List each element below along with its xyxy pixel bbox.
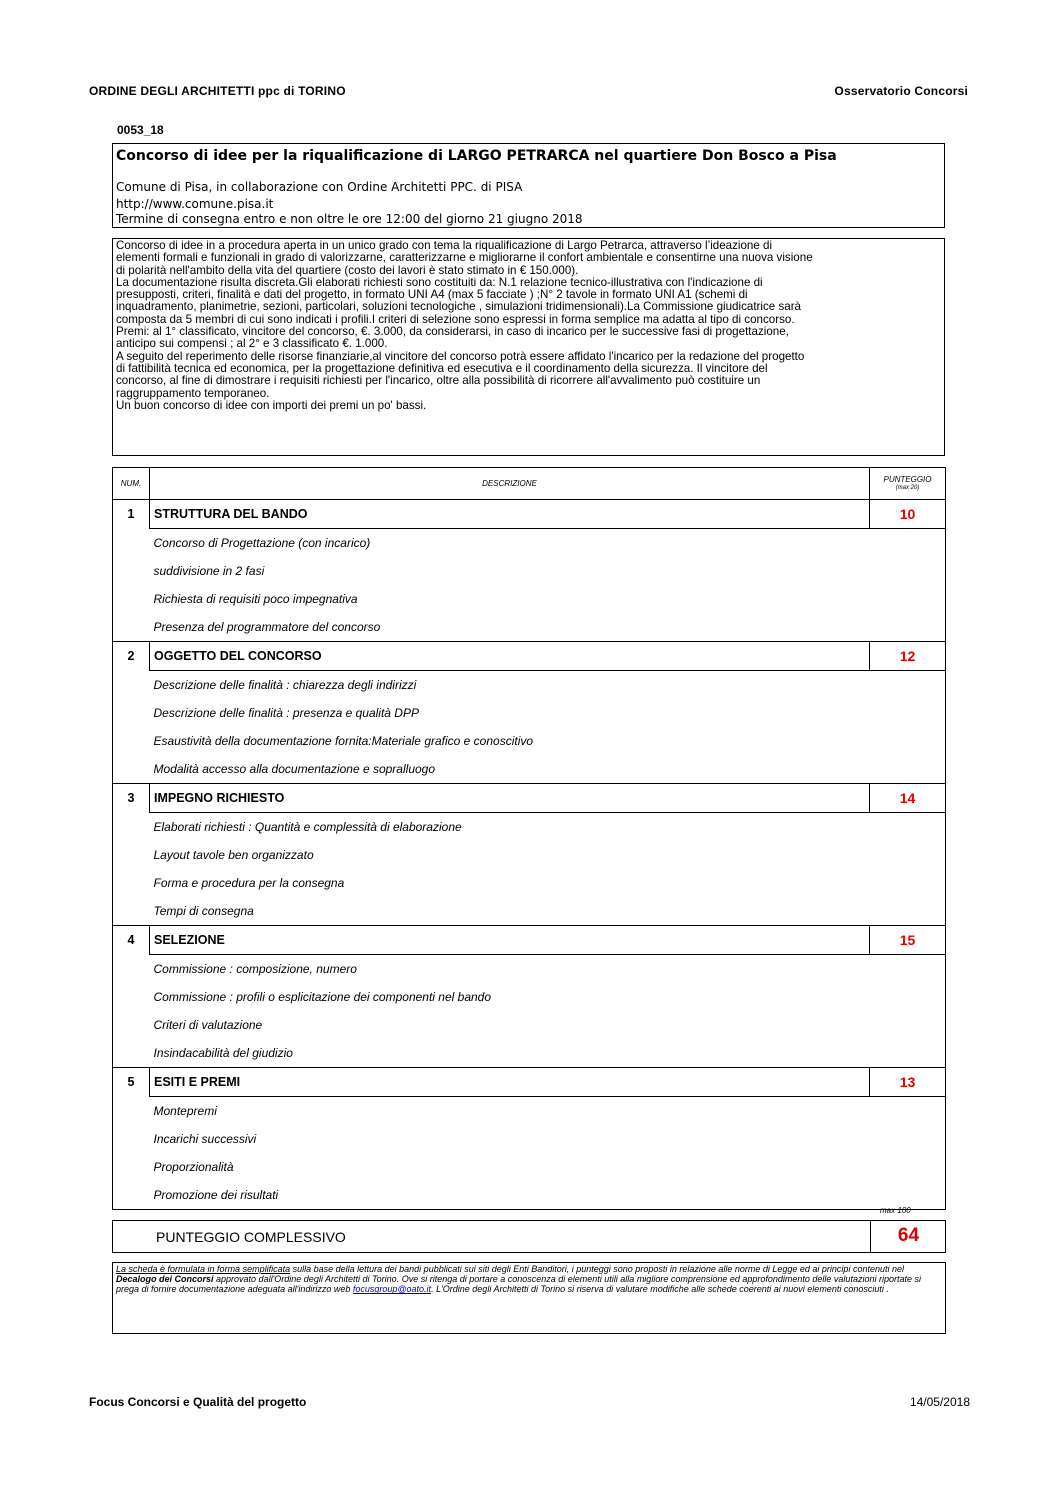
header-org: ORDINE DEGLI ARCHITETTI ppc di TORINO [89, 84, 346, 98]
section-score: 12 [870, 642, 946, 671]
criteria-row [113, 1097, 946, 1126]
organizer: Comune di Pisa, in collaborazione con Ordine Architetti PPC. di PISA [116, 180, 523, 194]
description-line: Premi: al 1° classificato, vincitore del concorso, €. 3.000, da considerarsi, in caso di incarico per le successive fasi di progettazione, [116, 325, 789, 339]
section-number: 2 [113, 642, 150, 671]
description-line: concorso, al fine di dimostrare i requisiti richiesti per l'incarico, oltre alla possibilità di ricorrere all'avvalimento può costituire un [116, 374, 761, 388]
criteria-text: Criteri di valutazione [153, 1018, 263, 1032]
section-number: 1 [113, 500, 150, 529]
section-row [113, 926, 946, 955]
criteria-text: Descrizione delle finalità : presenza e qualità DPP [153, 706, 419, 720]
criteria-row [113, 1011, 946, 1039]
title-box [112, 143, 945, 228]
col-num-header: NUM. [113, 468, 150, 500]
section-number: 3 [113, 784, 150, 813]
description-line: A seguito del reperimento delle risorse finanziarie,al vincitore del concorso potrà essere affidato l'incarico per la redazione del progetto [116, 349, 805, 363]
col-desc-header: DESCRIZIONE [150, 468, 870, 500]
section-number: 4 [113, 926, 150, 955]
criteria-text: Commissione : composizione, numero [153, 962, 357, 976]
section-score: 14 [870, 784, 946, 813]
description-line: di polarità nell'ambito della vita del quartiere (costo dei lavori è stato stimato in € 150.000). [116, 263, 579, 277]
score-header-sub: (max 20) [895, 484, 920, 491]
criteria-row [113, 727, 946, 755]
criteria-row [113, 1125, 946, 1153]
criteria-text: Incarichi successivi [153, 1132, 257, 1146]
disclaimer-text: sulla base della lettura dei bandi pubblicati sui siti degli Enti Banditori, i punteggi sono proposti in relazione alle norme di Legge ed ai principi contenuti nel [290, 1264, 904, 1274]
website: http://www.comune.pisa.it [116, 197, 274, 211]
criteria-text: Esaustività della documentazione fornita:Materiale grafico e conoscitivo [153, 734, 534, 748]
section-row [113, 784, 946, 813]
criteria-text: Descrizione delle finalità : chiarezza degli indirizzi [153, 678, 417, 692]
criteria-text: Insindacabilità del giudizio [153, 1046, 293, 1060]
section-title: IMPEGNO RICHIESTO [150, 784, 870, 813]
section-title: ESITI E PREMI [150, 1068, 870, 1097]
criteria-text: Forma e procedura per la consegna [153, 876, 345, 890]
section-row [113, 642, 946, 671]
description-line: inquadramento, planimetrie, sezioni, particolari, soluzioni tecnologiche , simulazioni tridimensionali).La Commissione giudicatrice sarà [116, 300, 801, 314]
section-row [113, 500, 946, 529]
criteria-row [113, 585, 946, 613]
criteria-text: Richiesta di requisiti poco impegnativa [153, 592, 358, 606]
criteria-row [113, 1039, 946, 1068]
section-score: 13 [870, 1068, 946, 1097]
criteria-text: Layout tavole ben organizzato [153, 848, 314, 862]
criteria-row [113, 983, 946, 1011]
disclaimer-text: approvato dall'Ordine degli Architetti di Torino. Ove si ritenga di portare a conoscenza di elementi utili alla migliore comprensione ed approfondimento delle valutazioni riportate si prega di fornire documentazione adeguata all'indirizzo web [116, 1274, 921, 1295]
max-score-note: max 100 [880, 1206, 911, 1215]
criteria-row [113, 1153, 946, 1181]
criteria-text: Modalità accesso alla documentazione e sopralluogo [153, 762, 436, 776]
total-score: 64 [897, 1225, 920, 1246]
disclaimer-box [112, 1262, 946, 1334]
criteria-row [113, 1181, 946, 1210]
criteria-text: Promozione dei risultati [150, 1181, 870, 1210]
description-line: Concorso di idee in a procedura aperta in un unico grado con tema la riqualificazione di Largo Petrarca, attraverso l’ideazione di [116, 239, 773, 252]
section-number: 5 [113, 1068, 150, 1097]
criteria-row [113, 699, 946, 727]
criteria-text: Proporzionalità [153, 1160, 234, 1174]
criteria-row [113, 613, 946, 642]
description-line: di fattibilità tecnica ed economica, per la progettazione definitiva ed esecutiva e il coordinamento della sicurezza. Il vincitore del [116, 361, 768, 375]
criteria-text: Elaborati richiesti : Quantità e complessità di elaborazione [153, 820, 462, 834]
criteria-row [113, 557, 946, 585]
description-line: anticipo sui compensi ; al 2° e 3 classificato €. 1.000. [116, 337, 388, 351]
section-title: OGGETTO DEL CONCORSO [150, 642, 870, 671]
description-line: presupposti, criteri, finalità e dati del progetto, in formato UNI A4 (max 5 facciate ) ;N° 2 tavole in formato UNI A1 (schemi di [116, 288, 748, 302]
criteria-row [113, 955, 946, 984]
criteria-text: Commissione : profili o esplicitazione dei componenti nel bando [153, 990, 492, 1004]
deadline: Termine di consegna entro e non oltre le ore 12:00 del giorno 21 giugno 2018 [116, 212, 583, 226]
total-label: PUNTEGGIO COMPLESSIVO [156, 1229, 346, 1245]
criteria-row [113, 897, 946, 926]
section-score: 15 [870, 926, 946, 955]
section-title: SELEZIONE [150, 926, 870, 955]
description-line: La documentazione risulta discreta.Gli elaborati richiesti sono costituiti da: N.1 relazione tecnico-illustrativa con l'indicazione di [116, 275, 763, 289]
total-box [112, 1220, 946, 1253]
disclaimer-intro: La scheda è formulata in forma semplificata [116, 1264, 291, 1274]
section-row [113, 1068, 946, 1097]
criteria-row [113, 529, 946, 558]
criteria-row [113, 671, 946, 700]
decalogo-reference: Decalogo dei Concorsi [116, 1274, 214, 1285]
criteria-text: Presenza del programmatore del concorso [153, 620, 381, 634]
table-header-row [113, 468, 946, 500]
footer-date: 14/05/2018 [909, 1395, 970, 1409]
criteria-text: suddivisione in 2 fasi [153, 564, 265, 578]
criteria-row [113, 841, 946, 869]
description-line: Un buon concorso di idee con importi dei premi un po' bassi. [116, 398, 427, 412]
criteria-row [113, 813, 946, 842]
section-score: 10 [870, 500, 946, 529]
header-section: Osservatorio Concorsi [834, 84, 968, 98]
criteria-text: Montepremi [153, 1104, 217, 1118]
competition-code: 0053_18 [117, 123, 164, 137]
contact-email-link[interactable]: focusgroup@oato.it [352, 1284, 432, 1295]
score-table [112, 467, 946, 1210]
competition-title: Concorso di idee per la riqualificazione di LARGO PETRARCA nel quartiere Don Bosco a Pisa [116, 148, 837, 164]
section-title: STRUTTURA DEL BANDO [150, 500, 870, 529]
disclaimer-text: . L'Ordine degli Architetti di Torino si riserva di valutare modifiche alle schede coerenti ai nuovi elementi conosciuti . [431, 1284, 889, 1295]
description-line: composta da 5 membri di cui sono indicati i profili.I criteri di selezione sono espressi in forma semplice ma adatta al tipo di concorso. [116, 312, 795, 326]
description-line: raggruppamento temporaneo. [116, 386, 270, 400]
description-line: elementi formali e funzionali in grado di valorizzarne, caratterizzarne e migliorarne il confort ambientale e consentirne una nuova visione [116, 251, 813, 265]
criteria-text: Concorso di Progettazione (con incarico) [153, 536, 371, 550]
score-header-label: PUNTEGGIO [883, 474, 932, 484]
criteria-row [113, 869, 946, 897]
criteria-row [113, 755, 946, 784]
footer-title: Focus Concorsi e Qualità del progetto [89, 1395, 307, 1409]
col-score-header [870, 468, 946, 500]
description-box [112, 238, 945, 456]
criteria-text: Tempi di consegna [153, 904, 254, 918]
